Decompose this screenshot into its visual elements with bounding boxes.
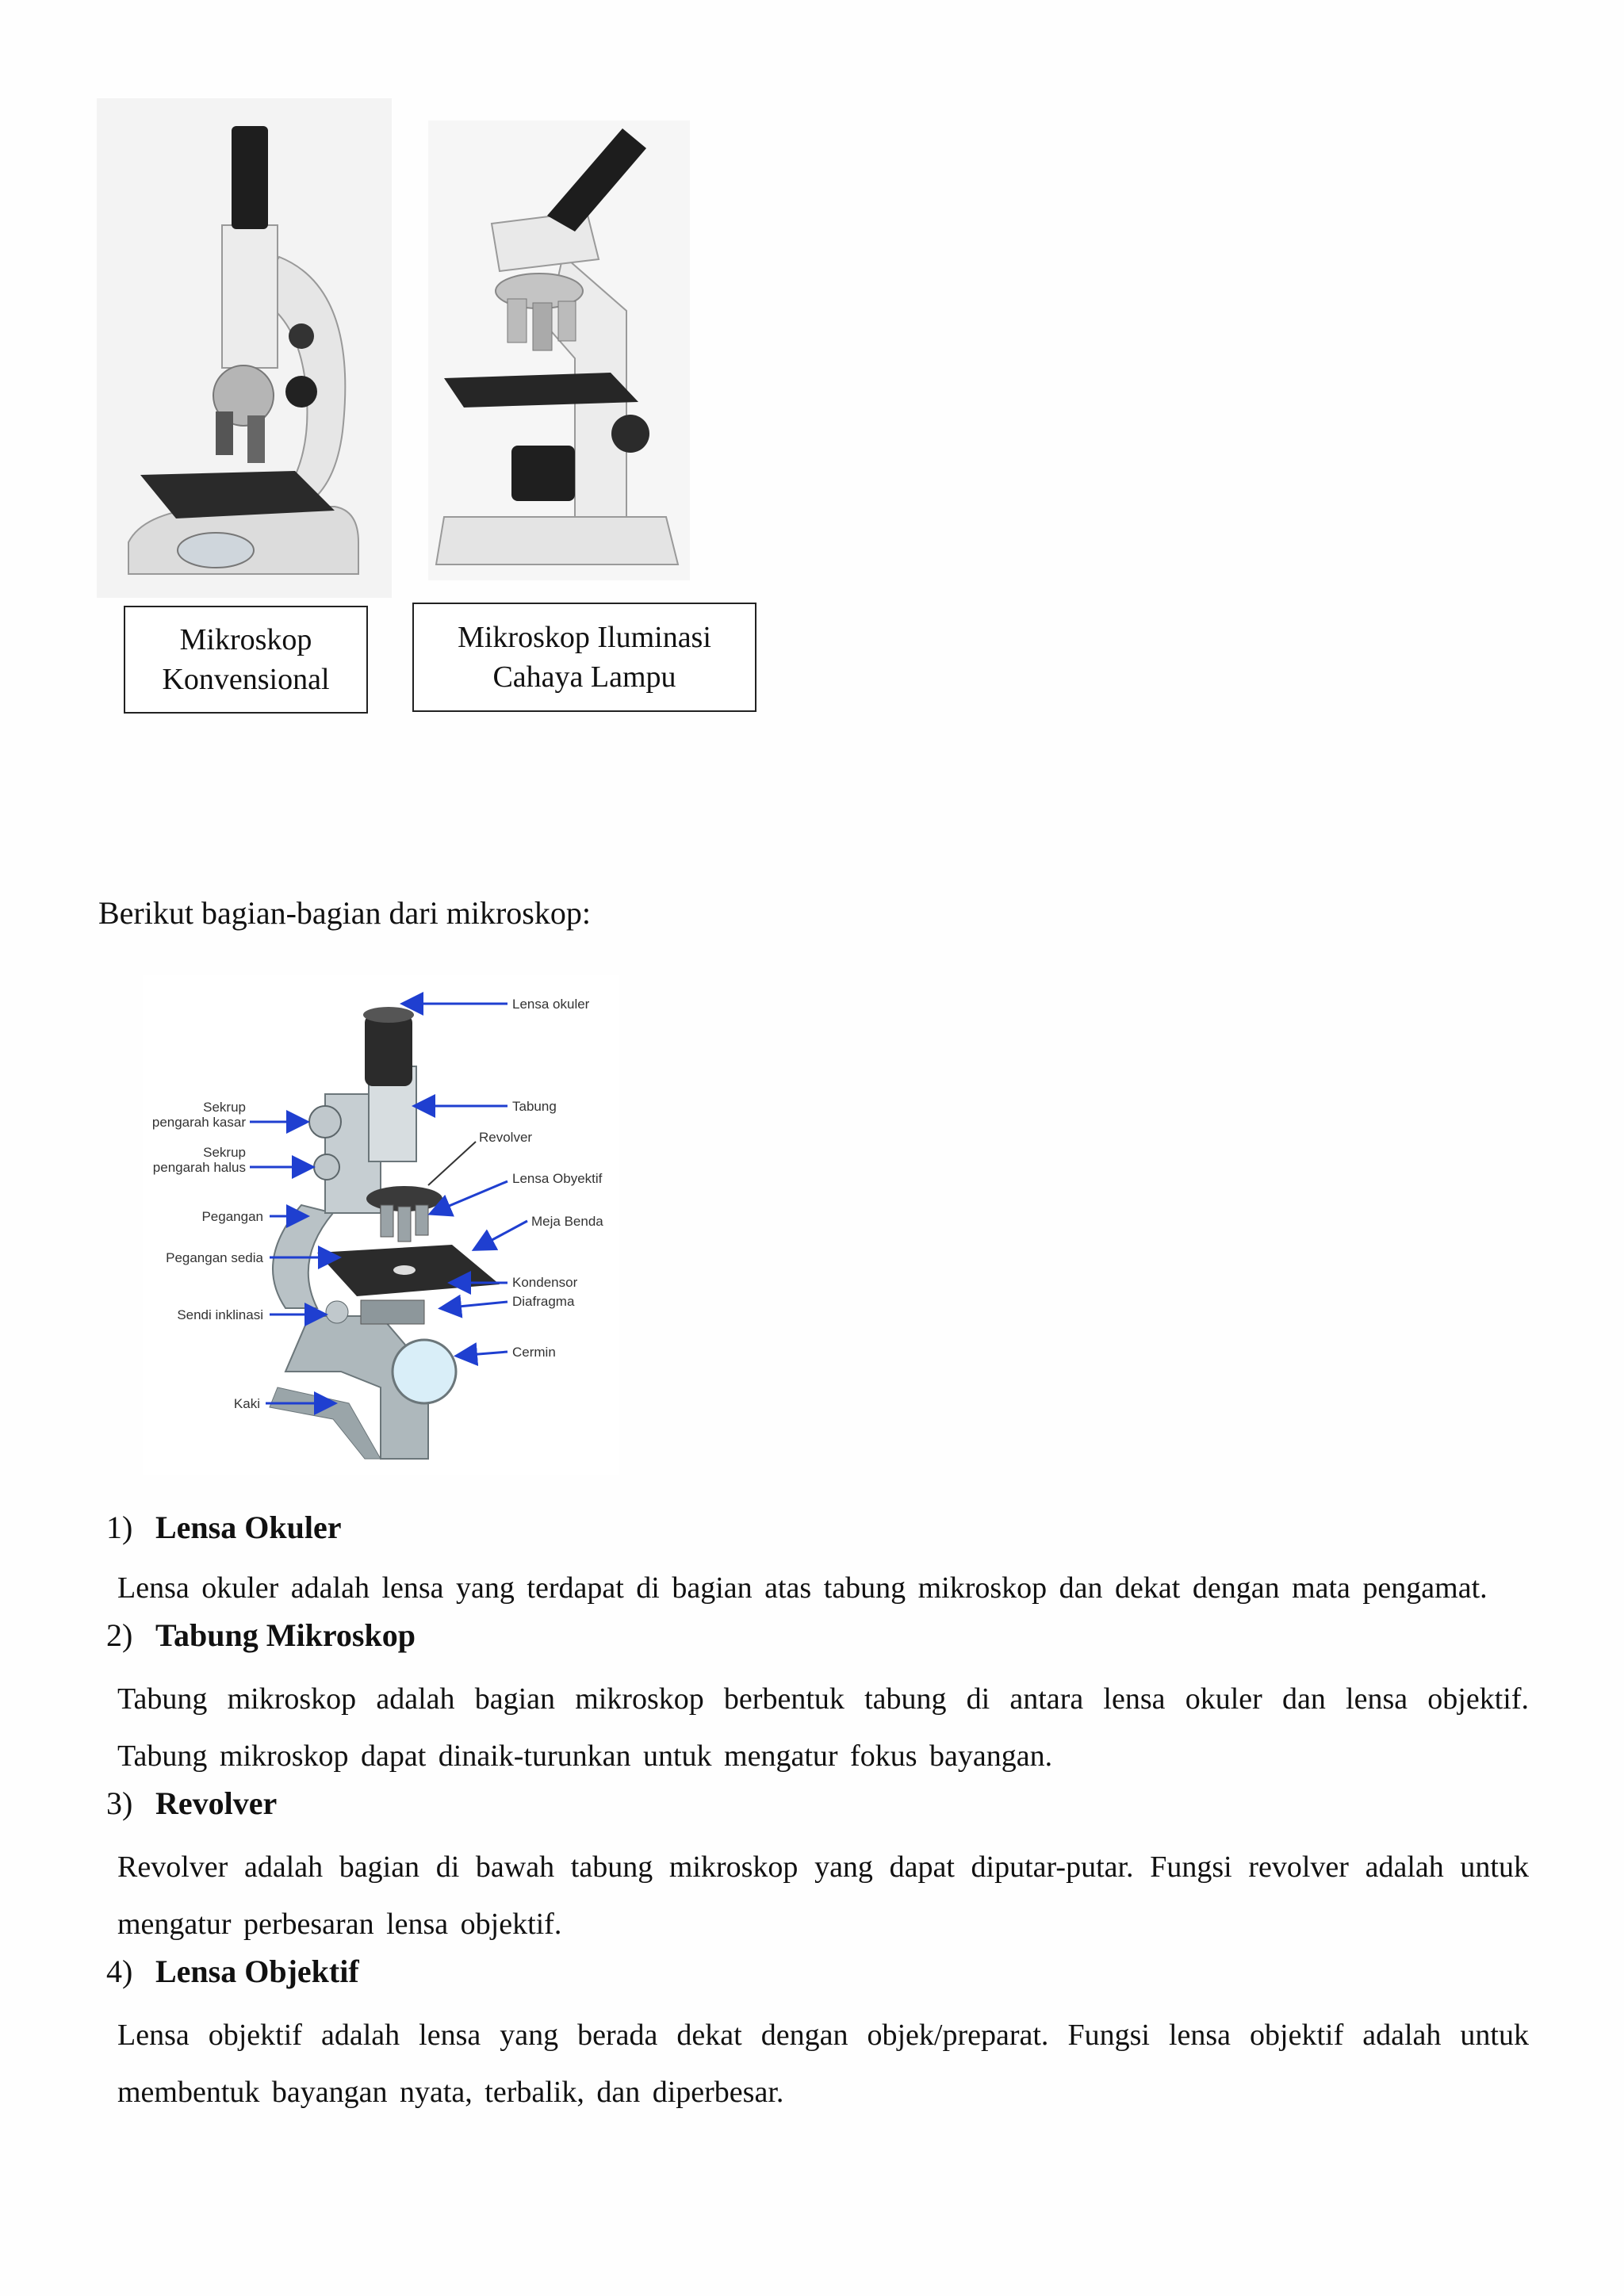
label-sendi-inklinasi: Sendi inklinasi	[177, 1307, 263, 1322]
label-sekrup-kasar-2: pengarah kasar	[151, 1115, 246, 1130]
label-cermin: Cermin	[512, 1345, 556, 1360]
list-item-title: Lensa Objektif	[155, 1954, 359, 1989]
intro-text: Berikut bagian-bagian dari mikroskop:	[98, 895, 591, 931]
caption-line: Cahaya Lampu	[492, 660, 676, 694]
arrow-diafragma	[442, 1302, 508, 1308]
label-kaki: Kaki	[233, 1396, 260, 1411]
label-pegangan-sedia: Pegangan sedia	[166, 1250, 263, 1265]
label-sekrup-halus-2: pengarah halus	[152, 1160, 246, 1175]
parts-list	[106, 1509, 1529, 2121]
label-meja-benda: Meja Benda	[531, 1214, 603, 1229]
list-item-body: Lensa okuler adalah lensa yang terdapat di bagian atas tabung mikroskop dan dekat dengan mata pengamat.	[117, 1571, 1488, 1605]
list-item-title: Revolver	[155, 1785, 278, 1821]
illuminated-microscope-photo	[428, 121, 690, 580]
arrow-revolver	[428, 1142, 476, 1185]
caption-line: Konvensional	[162, 663, 330, 696]
list-item-body: Revolver adalah bagian di bawah tabung mikroskop yang dapat diputar-putar. Fungsi revolver adalah untuk mengatur perbesaran lensa objektif.	[117, 1850, 1529, 1941]
arrow-meja-benda	[476, 1221, 527, 1249]
list-item-number: 2)	[106, 1617, 133, 1653]
list-item-heading	[106, 1617, 1529, 1670]
label-pegangan: Pegangan	[201, 1209, 263, 1224]
label-sekrup-halus-1: Sekrup	[203, 1145, 246, 1160]
list-item-number: 1)	[106, 1510, 133, 1545]
caption-illuminated-microscope	[412, 603, 756, 712]
list-item-title: Lensa Okuler	[155, 1510, 342, 1545]
arrow-cermin	[458, 1352, 508, 1356]
list-item-heading	[106, 1509, 1529, 1559]
list-item-number: 4)	[106, 1954, 133, 1989]
label-sekrup-kasar-1: Sekrup	[203, 1100, 246, 1115]
caption-conventional-microscope	[124, 606, 368, 714]
caption-line: Mikroskop Iluminasi	[458, 621, 711, 654]
label-tabung: Tabung	[512, 1099, 557, 1114]
label-lensa-okuler: Lensa okuler	[512, 997, 590, 1012]
list-item-body: Tabung mikroskop adalah bagian mikroskop berbentuk tabung di antara lensa okuler dan lensa objektif. Tabung mikroskop dapat dinaik-turunkan untuk mengatur fokus bayangan.	[117, 1682, 1529, 1773]
conventional-microscope-photo	[97, 98, 392, 598]
list-item-title: Tabung Mikroskop	[155, 1617, 416, 1653]
list-item-body: Lensa objektif adalah lensa yang berada dekat dengan objek/preparat. Fungsi lensa objektif adalah untuk membentuk bayangan nyata, terbalik, dan diperbesar.	[117, 2019, 1529, 2109]
arrow-lensa-obyektif	[432, 1181, 508, 1213]
microscope-parts-diagram	[143, 975, 619, 1475]
list-item-number: 3)	[106, 1785, 133, 1821]
caption-line: Mikroskop	[179, 623, 312, 656]
label-diafragma: Diafragma	[512, 1294, 575, 1309]
list-item-heading	[106, 1953, 1529, 2007]
label-revolver: Revolver	[479, 1130, 533, 1145]
list-item-heading	[106, 1785, 1529, 1839]
label-lensa-obyektif: Lensa Obyektif	[512, 1171, 603, 1186]
label-kondensor: Kondensor	[512, 1275, 578, 1290]
